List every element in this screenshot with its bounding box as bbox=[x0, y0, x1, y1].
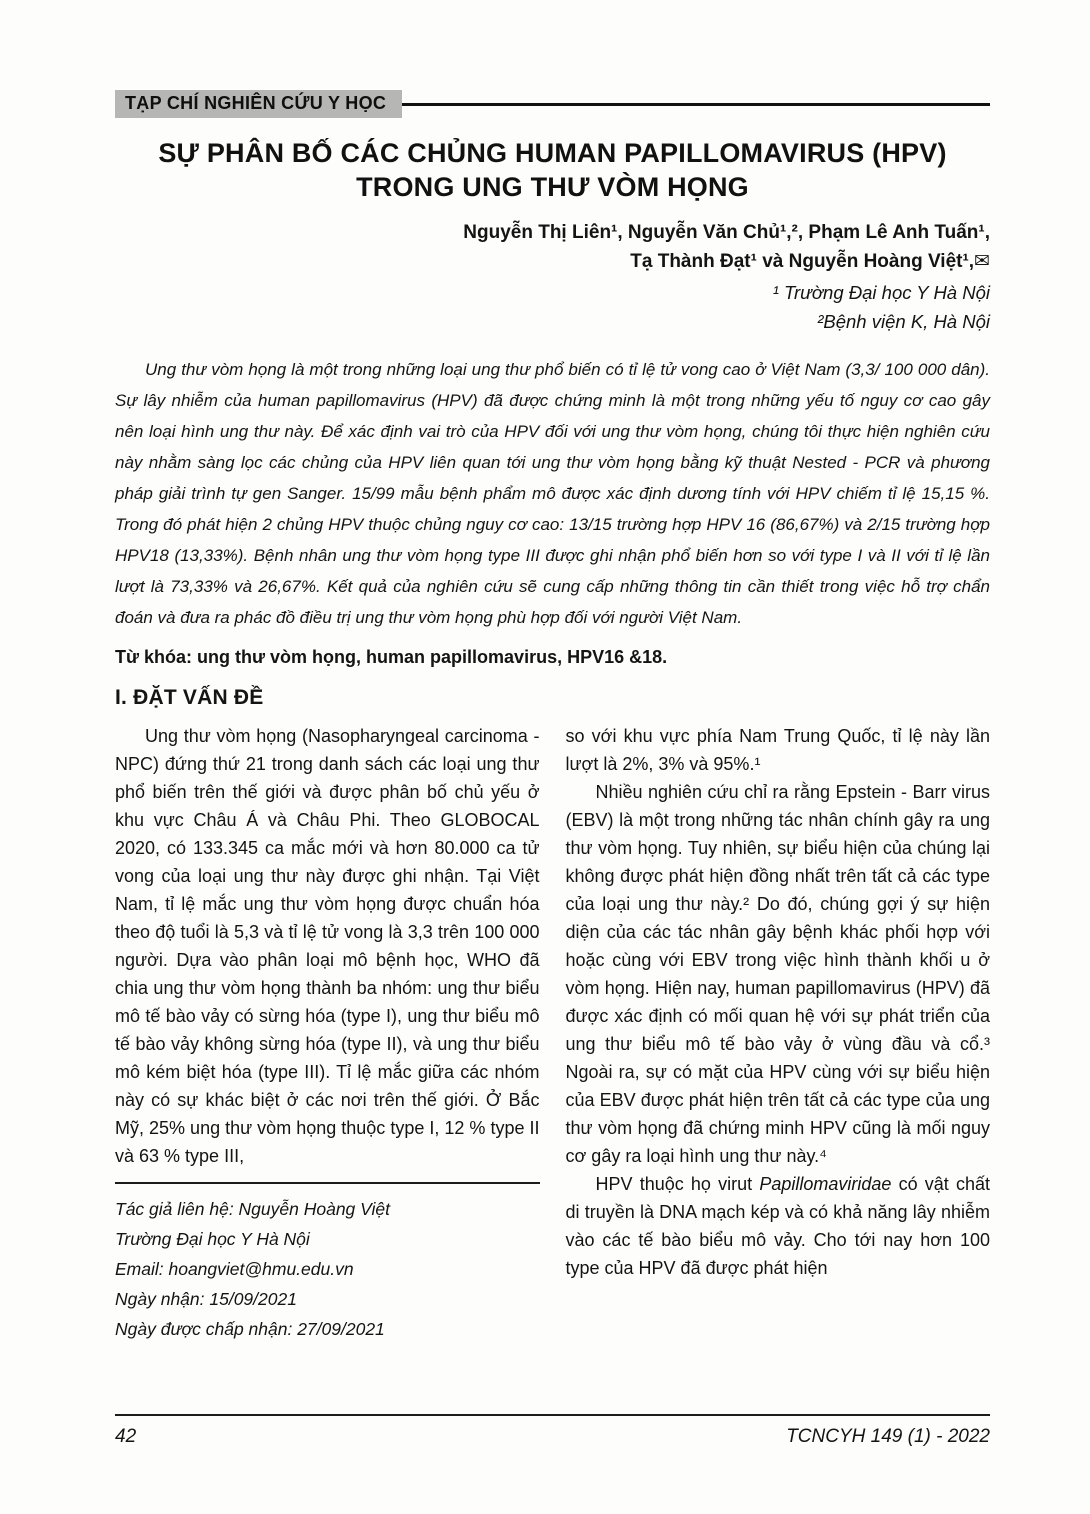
left-column-paragraph: Ung thư vòm họng (Nasopharyngeal carcinoma - NPC) đứng thứ 21 trong danh sách các loại ung thư phổ biến trên thế giới và được phân bố chủ yếu ở khu vực Châu Á và Châu Phi. Theo GLOBOCAL 2020, có 133.345 ca mắc mới và hơn 80.000 ca tử vong của loại ung thư này được ghi nhận. Tại Việt Nam, tỉ lệ mắc ung thư vòm họng được chuẩn hóa theo độ tuổi là 5,3 và tỉ lệ tử vong là 3,3 trên 100 000 người. Dựa vào phân loại mô bệnh học, WHO đã chia ung thư vòm họng thành ba nhóm: ung thư biểu mô tế bào vảy có sừng hóa (type I), ung thư biểu mô tế bào vảy không sừng hóa (type II), và ung thư biểu mô kém biệt hóa (type III). Tỉ lệ mắc giữa các nhóm này có sự khác biệt ở các nơi trên thế giới. Ở Bắc Mỹ, 25% ung thư vòm họng thuộc type I, 12 % type II và 63 % type III, bbox=[115, 726, 540, 1166]
section-heading-introduction: I. ĐẶT VẤN ĐỀ bbox=[115, 686, 264, 709]
author-line1: Nguyễn Thị Liên¹, Nguyễn Văn Chủ¹,², Phạm Lê Anh Tuấn¹, bbox=[463, 222, 990, 243]
right-paragraph-2: Nhiều nghiên cứu chỉ ra rằng Epstein - Barr virus (EBV) là một trong những tác nhân chính gây ra ung thư vòm họng. Tuy nhiên, sự biểu hiện của chúng lại không được phát hiện đồng nhất trên tất cả các type của loại ung thư này.² Do đó, chúng gợi ý sự hiện diện của các tác nhân gây bệnh khác phối hợp với hoặc cùng với EBV trong việc hình thành khối u ở vòm họng. Hiện nay, human papillomavirus (HPV) đã được xác định có mối quan hệ với sự phát triển của ung thư biểu mô tế bào vảy ở vùng đầu và cổ.³ Ngoài ra, sự có mặt của HPV cùng với sự biểu hiện của EBV được phát hiện trên tất cả các type của ung thư vòm họng đã chứng minh HPV cũng là mối nguy cơ gây ra loại hình ung thư này.⁴ bbox=[565, 782, 990, 1166]
article-title bbox=[115, 136, 990, 204]
page-footer bbox=[115, 1414, 990, 1448]
author-list bbox=[115, 218, 990, 276]
footnote-contact-author: Tác giả liên hệ: Nguyễn Hoàng Việt bbox=[115, 1199, 390, 1219]
affiliation-2: ²Bệnh viện K, Hà Nội bbox=[817, 311, 990, 332]
header-rule bbox=[402, 103, 990, 106]
footnote-email: Email: hoangviet@hmu.edu.vn bbox=[115, 1259, 354, 1279]
footnote-received-date: Ngày nhận: 15/09/2021 bbox=[115, 1289, 297, 1309]
author-line2: Tạ Thành Đạt¹ và Nguyễn Hoàng Việt¹,✉ bbox=[630, 251, 990, 272]
affiliation-1: ¹ Trường Đại học Y Hà Nội bbox=[772, 282, 990, 303]
affiliations bbox=[115, 278, 990, 336]
right-paragraph-1: so với khu vực phía Nam Trung Quốc, tỉ lệ này lần lượt là 2%, 3% và 95%.¹ bbox=[565, 726, 990, 774]
footnote-accepted-date: Ngày được chấp nhận: 27/09/2021 bbox=[115, 1319, 385, 1339]
body-columns bbox=[115, 722, 990, 1344]
article-title-line2: TRONG UNG THƯ VÒM HỌNG bbox=[356, 172, 749, 202]
keywords-line: Từ khóa: ung thư vòm họng, human papillomavirus, HPV16 &18. bbox=[115, 647, 668, 667]
correspondence-footnote bbox=[115, 1182, 540, 1344]
journal-reference: TCNCYH 149 (1) - 2022 bbox=[786, 1426, 990, 1447]
footnote-institution: Trường Đại học Y Hà Nội bbox=[115, 1229, 310, 1249]
abstract-paragraph: Ung thư vòm họng là một trong những loại ung thư phổ biến có tỉ lệ tử vong cao ở Việt Nam (3,3/ 100 000 dân). Sự lây nhiễm của human papillomavirus (HPV) đã được chứng minh là một trong những yếu tố nguy cơ cao gây nên loại hình ung thư này. Để xác định vai trò của HPV đối với ung thư vòm họng, chúng tôi thực hiện nghiên cứu này nhằm sàng lọc các chủng của HPV liên quan tới ung thư vòm họng bằng kỹ thuật Nested - PCR và phương pháp giải trình tự gen Sanger. 15/99 mẫu bệnh phẩm mô được xác định dương tính với HPV chiếm tỉ lệ 15,15 %. Trong đó phát hiện 2 chủng HPV thuộc chủng nguy cơ cao: 13/15 trường hợp HPV 16 (86,67%) và 2/15 trường hợp HPV18 (13,33%). Bệnh nhân ung thư vòm họng type III được ghi nhận phổ biến hơn so với type I và II với tỉ lệ lần lượt là 73,33% và 26,67%. Kết quả của nghiên cứu sẽ cung cấp những thông tin cần thiết trong việc hỗ trợ chẩn đoán và đưa ra phác đồ điều trị ung thư vòm họng phù hợp đối với người Việt Nam. bbox=[115, 360, 990, 627]
right-paragraph-3 bbox=[566, 1170, 991, 1282]
right-paragraph-3-post: có vật chất di truyền là DNA mạch kép và có khả năng lây nhiễm vào các tế bào biểu mô vảy. Cho tới nay hơn 100 type của HPV đã được phát hiện bbox=[565, 1174, 990, 1278]
page-number: 42 bbox=[115, 1426, 137, 1447]
article-title-line1: SỰ PHÂN BỐ CÁC CHỦNG HUMAN PAPILLOMAVIRUS (HPV) bbox=[158, 138, 947, 168]
right-paragraph-3-pre: HPV thuộc họ virut bbox=[595, 1174, 760, 1194]
journal-header bbox=[115, 90, 990, 118]
right-column bbox=[566, 722, 991, 1344]
right-paragraph-3-species-name: Papillomaviridae bbox=[759, 1174, 892, 1194]
journal-name-badge: TẠP CHÍ NGHIÊN CỨU Y HỌC bbox=[115, 90, 402, 118]
left-column bbox=[115, 722, 540, 1344]
